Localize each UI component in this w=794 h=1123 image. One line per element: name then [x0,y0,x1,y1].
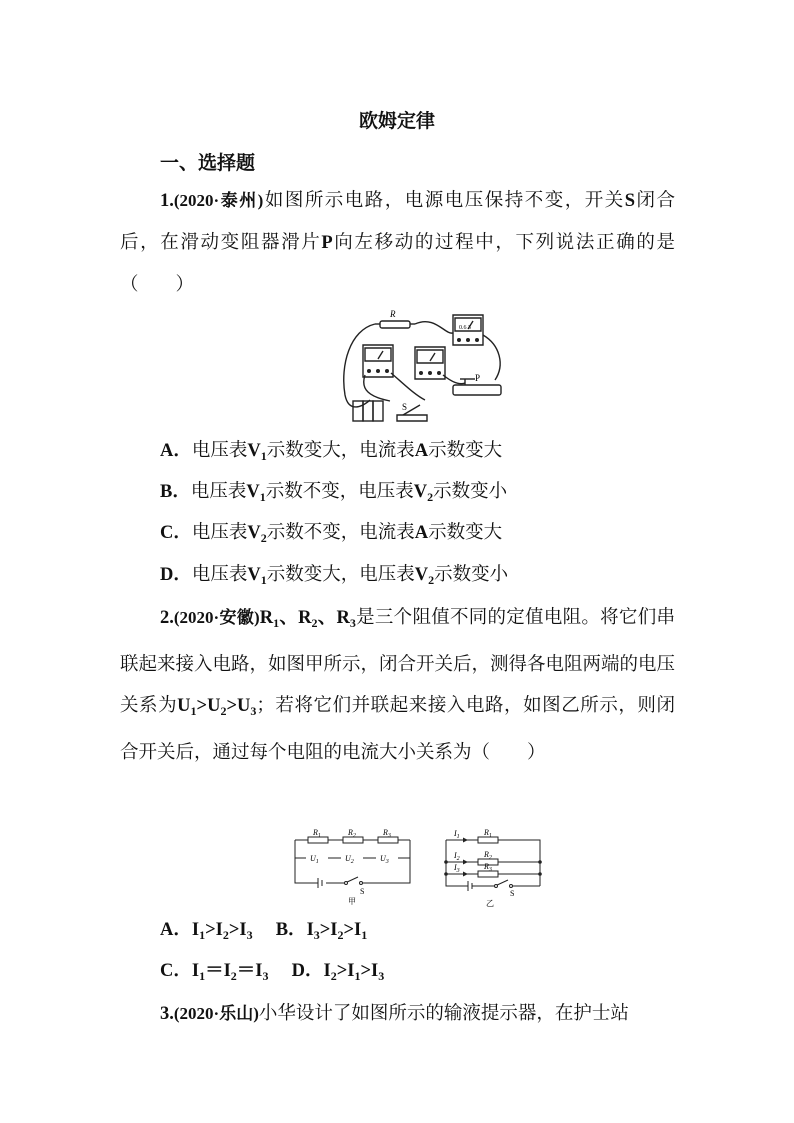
label-R2: $R_2$ [348,828,356,839]
label-U3: $U_3$ [380,854,389,865]
label-R1: $R_1$ [484,828,492,839]
ammeter-scale: 0.6 3 [459,325,471,331]
option-c[interactable] [160,518,502,553]
option-text: 电压表 [191,522,248,543]
q2-options-line-2 [160,956,384,991]
label-P: P [475,373,481,383]
symbol-P: P [321,233,333,253]
meter-symbol: A [414,441,429,461]
option-text: 示数变大，电压表 [266,564,415,585]
meter-symbol: V [247,565,261,585]
question-number: 3. [160,1004,174,1024]
label-R3: $R_3$ [484,862,492,873]
question-source: (2020·安徽) [173,608,260,627]
option-letter: B． [275,920,307,940]
q2-options-line-1 [160,915,367,950]
option-letter: C． [160,961,192,981]
voltage-relation: $U_1>U_2>U_3$ [177,696,257,718]
caption-yi: 乙 [486,899,494,908]
label-I2: $I_2$ [454,851,460,862]
label-R2: $R_2$ [484,850,492,861]
option-d[interactable]: D．$I_2>I_1>I_3$ [291,961,385,983]
label-I1: $I_1$ [454,829,460,840]
meter-symbol: V [414,565,429,585]
resistor-symbol: 、R [279,608,312,628]
option-letter: D． [160,565,192,585]
option-text: 示数不变，电流表 [266,522,415,543]
meter-symbol: V [246,482,260,502]
meter-subscript: 1 [260,449,267,463]
label-S: S [510,889,515,898]
meter-subscript: 2 [428,573,435,587]
meter-subscript: 2 [260,531,267,545]
option-text: 示数变小 [434,564,509,585]
question-2-text: 2.(2020·安徽)$R_1$、$R_2$、$R_3$是三个阻值不同的定值电阻。将它们串联起来接入电路，如图甲所示，闭合开关后，测得各电阻两端的电压关系为$U_1>U_2>U_3$；若将它们并联起来接入电路，如图乙所示，则闭合开关后，通过每个电阻的电流大小关系为（ ） [120,607,676,763]
question-source: (2020·泰州) [173,191,264,210]
circuit-apparatus-figure [335,305,515,430]
meter-subscript: 2 [427,490,434,504]
question-text: 小华设计了如图所示的输液提示器，在护士站 [258,1003,629,1024]
label-S: S [402,402,408,412]
label-R1: $R_1$ [313,828,321,839]
question-number: 2. [160,608,174,628]
page-title: 欧姆定律 [358,110,435,132]
option-text: 电压表 [190,481,247,502]
option-a[interactable]: A．$I_1>I_2>I_3$ [160,920,253,942]
option-c[interactable]: C．$I_1=I_2=I_3$ [160,961,269,983]
question-1-text [120,180,675,305]
parallel-circuit-figure [440,824,550,908]
option-d[interactable] [160,560,508,595]
option-text: 电压表 [191,440,248,461]
label-U2: $U_2$ [345,854,354,865]
question-text: 闭合后，在滑动变阻器滑片 [120,190,675,253]
option-text: 电压表 [191,564,248,585]
series-circuit-figure [290,828,415,906]
meter-subscript: 1 [260,573,267,587]
option-letter: A． [160,920,192,940]
label-R: R [390,309,396,319]
option-a[interactable] [160,436,502,471]
question-3-text [120,993,675,1035]
caption-jia: 甲 [348,897,356,906]
option-letter: D． [291,961,324,981]
meter-symbol: V [247,523,261,543]
label-U1: $U_1$ [310,854,319,865]
option-text: 示数变小 [433,481,508,502]
question-number: 1. [160,191,174,211]
option-text: 示数不变，电压表 [265,481,414,502]
symbol-S: S [624,191,635,211]
question-text: ；若将它们并联起来接入电路，如图乙所示，则闭合开关后，通过每个电阻的电流大小关系为（ ） [120,695,675,763]
label-S: S [360,887,365,896]
resistor-symbol: R [259,608,274,628]
section-heading: 一、选择题 [160,152,256,174]
meter-symbol: A [414,523,429,543]
question-source: (2020·乐山) [173,1004,259,1023]
option-letter: C． [160,523,192,543]
meter-symbol: V [247,441,261,461]
resistor-symbol: 、R [317,608,350,628]
question-text: 是三个阻值不同的定值电阻。将它们串联起来接入电路，如图甲所示，闭合开关后，测得各电阻两端的电压关系为 [120,607,676,716]
option-text: 示数变大 [428,522,503,543]
question-text: 如图所示电路，电源电压保持不变，开关 [263,190,625,211]
label-R3: $R_3$ [383,828,391,839]
option-letter: A． [160,441,192,461]
meter-symbol: V [413,482,428,502]
option-letter: B． [160,482,191,502]
option-b[interactable]: B．$I_3>I_2>I_1$ [275,920,368,942]
question-text: 向左移动的过程中，下列说法正确的是（ ） [120,232,675,295]
option-b[interactable] [160,477,507,512]
label-I3: $I_3$ [454,863,460,874]
meter-subscript: 1 [259,490,266,504]
option-text: 示数变大 [428,440,503,461]
option-text: 示数变大，电流表 [266,440,415,461]
